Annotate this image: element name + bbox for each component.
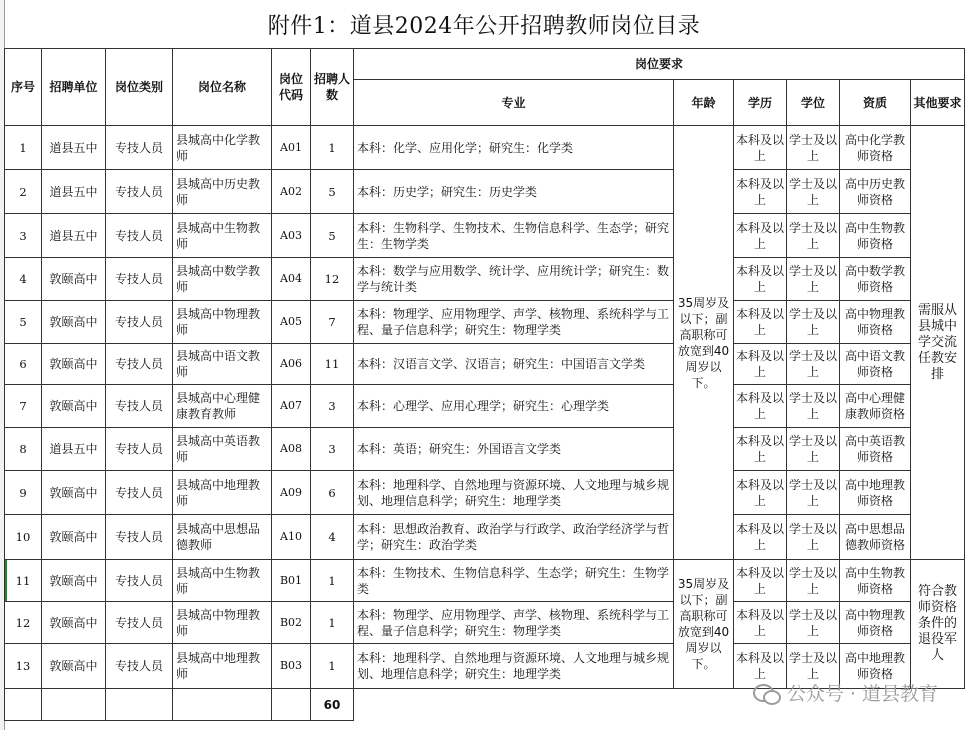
cell-qualification[interactable]: 高中语文教师资格 (840, 344, 911, 385)
cell-degree[interactable]: 学士及以上 (787, 258, 840, 301)
cell-category[interactable]: 专技人员 (106, 170, 173, 214)
cell-unit[interactable]: 敦颐高中 (42, 471, 106, 515)
cell-index[interactable]: 2 (5, 170, 42, 214)
cell-education[interactable]: 本科及以上 (734, 301, 787, 344)
cell-position[interactable]: 县城高中物理教师 (173, 602, 272, 644)
cell-code[interactable]: A01 (272, 126, 311, 170)
cell-qualification[interactable]: 高中数学教师资格 (840, 258, 911, 301)
cell-qualification[interactable]: 高中化学教师资格 (840, 126, 911, 170)
cell-code[interactable]: A09 (272, 471, 311, 515)
cell-unit[interactable]: 道县五中 (42, 126, 106, 170)
header-qualification: 资质 (840, 80, 911, 126)
cell-qualification[interactable]: 高中地理教师资格 (840, 644, 911, 689)
cell-qualification[interactable]: 高中生物教师资格 (840, 560, 911, 602)
empty-cell[interactable] (173, 689, 272, 721)
cell-education[interactable]: 本科及以上 (734, 602, 787, 644)
cell-education[interactable]: 本科及以上 (734, 126, 787, 170)
cell-position[interactable]: 县城高中化学教师 (173, 126, 272, 170)
cell-major[interactable]: 本科：生物技术、生物信息科学、生态学；研究生：生物学类 (354, 560, 674, 602)
cell-index[interactable]: 11 (5, 560, 42, 602)
cell-index[interactable]: 7 (5, 385, 42, 428)
header-count: 招聘人数 (311, 49, 354, 126)
cell-unit[interactable]: 敦颐高中 (42, 301, 106, 344)
cell-count[interactable]: 1 (311, 644, 354, 689)
cell-position[interactable]: 县城高中思想品德教师 (173, 515, 272, 560)
cell-code[interactable]: B01 (272, 560, 311, 602)
cell-unit[interactable]: 道县五中 (42, 428, 106, 471)
cell-major[interactable]: 本科：地理科学、自然地理与资源环境、人文地理与城乡规划、地理信息科学；研究生：地理学类 (354, 644, 674, 689)
empty-cell[interactable] (5, 689, 42, 721)
cell-degree[interactable]: 学士及以上 (787, 126, 840, 170)
cell-degree[interactable]: 学士及以上 (787, 170, 840, 214)
cell-total-count[interactable]: 60 (311, 689, 354, 721)
cell-age-group-a[interactable]: 35周岁及以下；副高职称可放宽到40周岁以下。 (674, 126, 734, 560)
cell-position[interactable]: 县城高中地理教师 (173, 644, 272, 689)
cell-count[interactable]: 1 (311, 602, 354, 644)
cell-position[interactable]: 县城高中英语教师 (173, 428, 272, 471)
cell-position[interactable]: 县城高中地理教师 (173, 471, 272, 515)
cell-code[interactable]: A03 (272, 214, 311, 258)
cell-education[interactable]: 本科及以上 (734, 214, 787, 258)
empty-cell[interactable] (42, 689, 106, 721)
cell-category[interactable]: 专技人员 (106, 126, 173, 170)
cell-degree[interactable]: 学士及以上 (787, 344, 840, 385)
cell-index[interactable]: 3 (5, 214, 42, 258)
cell-qualification[interactable]: 高中地理教师资格 (840, 471, 911, 515)
wechat-icon (753, 682, 779, 704)
cell-count[interactable]: 6 (311, 471, 354, 515)
header-requirements: 岗位要求 (354, 49, 965, 80)
cell-category[interactable]: 专技人员 (106, 385, 173, 428)
cell-major[interactable]: 本科：化学、应用化学；研究生：化学类 (354, 126, 674, 170)
cell-count[interactable]: 3 (311, 385, 354, 428)
cell-unit[interactable]: 敦颐高中 (42, 602, 106, 644)
cell-major[interactable]: 本科：历史学；研究生：历史学类 (354, 170, 674, 214)
cell-qualification[interactable]: 高中历史教师资格 (840, 170, 911, 214)
page-title: 附件1：道县2024年公开招聘教师岗位目录 (4, 0, 964, 49)
cell-education[interactable]: 本科及以上 (734, 515, 787, 560)
cell-category[interactable]: 专技人员 (106, 301, 173, 344)
cell-unit[interactable]: 敦颐高中 (42, 258, 106, 301)
header-degree: 学位 (787, 80, 840, 126)
cell-category[interactable]: 专技人员 (106, 471, 173, 515)
cell-unit[interactable]: 敦颐高中 (42, 560, 106, 602)
cell-education[interactable]: 本科及以上 (734, 385, 787, 428)
cell-code[interactable]: A04 (272, 258, 311, 301)
cell-education[interactable]: 本科及以上 (734, 471, 787, 515)
cell-index[interactable]: 5 (5, 301, 42, 344)
cell-degree[interactable]: 学士及以上 (787, 214, 840, 258)
cell-index[interactable]: 8 (5, 428, 42, 471)
watermark-text: 公众号 · 道县教育 (786, 683, 938, 705)
cell-index[interactable]: 6 (5, 344, 42, 385)
cell-qualification[interactable]: 高中英语教师资格 (840, 428, 911, 471)
position-table (4, 48, 965, 721)
cell-unit[interactable]: 道县五中 (42, 170, 106, 214)
cell-degree[interactable]: 学士及以上 (787, 602, 840, 644)
cell-qualification[interactable]: 高中心理健康教师资格 (840, 385, 911, 428)
cell-education[interactable]: 本科及以上 (734, 560, 787, 602)
cell-other-group-a[interactable]: 需服从县城中学交流任教安排 (911, 126, 965, 560)
cell-position[interactable]: 县城高中物理教师 (173, 301, 272, 344)
cell-index[interactable]: 4 (5, 258, 42, 301)
table-body (5, 126, 965, 721)
cell-position[interactable]: 县城高中数学教师 (173, 258, 272, 301)
cell-code[interactable]: A02 (272, 170, 311, 214)
cell-degree[interactable]: 学士及以上 (787, 560, 840, 602)
cell-count[interactable]: 1 (311, 126, 354, 170)
cell-code[interactable]: B02 (272, 602, 311, 644)
cell-degree[interactable]: 学士及以上 (787, 471, 840, 515)
table-row (5, 170, 965, 214)
cell-category[interactable]: 专技人员 (106, 258, 173, 301)
cell-position[interactable]: 县城高中生物教师 (173, 560, 272, 602)
table-row (5, 301, 965, 344)
cell-qualification[interactable]: 高中思想品德教师资格 (840, 515, 911, 560)
cell-count[interactable]: 12 (311, 258, 354, 301)
cell-index[interactable]: 9 (5, 471, 42, 515)
empty-cell[interactable] (106, 689, 173, 721)
cell-position[interactable]: 县城高中语文教师 (173, 344, 272, 385)
table-row (5, 214, 965, 258)
cell-major[interactable]: 本科：物理学、应用物理学、声学、核物理、系统科学与工程、量子信息科学；研究生：物理学类 (354, 602, 674, 644)
header-code: 岗位代码 (272, 49, 311, 126)
table-row (5, 471, 965, 515)
cell-education[interactable]: 本科及以上 (734, 258, 787, 301)
table-row (5, 602, 965, 644)
table-row (5, 385, 965, 428)
empty-cell[interactable] (674, 689, 734, 721)
cell-category[interactable]: 专技人员 (106, 560, 173, 602)
empty-cell[interactable] (272, 689, 311, 721)
cell-major[interactable]: 本科：心理学、应用心理学；研究生：心理学类 (354, 385, 674, 428)
cell-education[interactable]: 本科及以上 (734, 644, 787, 689)
watermark (753, 679, 938, 706)
cell-degree[interactable]: 学士及以上 (787, 428, 840, 471)
cell-category[interactable]: 专技人员 (106, 428, 173, 471)
header-position: 岗位名称 (173, 49, 272, 126)
cell-qualification[interactable]: 高中物理教师资格 (840, 301, 911, 344)
table-row (5, 515, 965, 560)
cell-count[interactable]: 1 (311, 560, 354, 602)
cell-category[interactable]: 专技人员 (106, 214, 173, 258)
cell-category[interactable]: 专技人员 (106, 344, 173, 385)
cell-count[interactable]: 5 (311, 214, 354, 258)
cell-age-group-b[interactable]: 35周岁及以下；副高职称可放宽到40周岁以下。 (674, 560, 734, 689)
cell-code[interactable]: B03 (272, 644, 311, 689)
cell-major[interactable]: 本科：思想政治教育、政治学与行政学、政治学经济学与哲学；研究生：政治学类 (354, 515, 674, 560)
cell-position[interactable]: 县城高中心理健康教育教师 (173, 385, 272, 428)
cell-degree[interactable]: 学士及以上 (787, 644, 840, 689)
cell-degree[interactable]: 学士及以上 (787, 301, 840, 344)
cell-unit[interactable]: 敦颐高中 (42, 344, 106, 385)
cell-qualification[interactable]: 高中物理教师资格 (840, 602, 911, 644)
cell-count[interactable]: 11 (311, 344, 354, 385)
cell-count[interactable]: 4 (311, 515, 354, 560)
header-other: 其他要求 (911, 80, 965, 126)
cell-code[interactable]: A08 (272, 428, 311, 471)
cell-qualification[interactable]: 高中生物教师资格 (840, 214, 911, 258)
cell-code[interactable]: A07 (272, 385, 311, 428)
table-row (5, 428, 965, 471)
cell-position[interactable]: 县城高中历史教师 (173, 170, 272, 214)
cell-position[interactable]: 县城高中生物教师 (173, 214, 272, 258)
cell-education[interactable]: 本科及以上 (734, 428, 787, 471)
cell-education[interactable]: 本科及以上 (734, 344, 787, 385)
header-index: 序号 (5, 49, 42, 126)
cell-major[interactable]: 本科：地理科学、自然地理与资源环境、人文地理与城乡规划、地理信息科学；研究生：地理学类 (354, 471, 674, 515)
cell-count[interactable]: 5 (311, 170, 354, 214)
cell-major[interactable]: 本科：数学与应用数学、统计学、应用统计学；研究生：数学与统计类 (354, 258, 674, 301)
cell-major[interactable]: 本科：生物科学、生物技术、生物信息科学、生态学；研究生：生物学类 (354, 214, 674, 258)
header-education: 学历 (734, 80, 787, 126)
cell-code[interactable]: A06 (272, 344, 311, 385)
cell-major[interactable]: 本科：物理学、应用物理学、声学、核物理、系统科学与工程、量子信息科学；研究生：物理学类 (354, 301, 674, 344)
cell-code[interactable]: A10 (272, 515, 311, 560)
cell-unit[interactable]: 道县五中 (42, 214, 106, 258)
cell-degree[interactable]: 学士及以上 (787, 515, 840, 560)
cell-education[interactable]: 本科及以上 (734, 170, 787, 214)
cell-index[interactable]: 10 (5, 515, 42, 560)
cell-index[interactable]: 12 (5, 602, 42, 644)
cell-major[interactable]: 本科：汉语言文学、汉语言；研究生：中国语言文学类 (354, 344, 674, 385)
cell-category[interactable]: 专技人员 (106, 515, 173, 560)
cell-index[interactable]: 1 (5, 126, 42, 170)
cell-count[interactable]: 7 (311, 301, 354, 344)
empty-cell[interactable] (354, 689, 674, 721)
cell-major[interactable]: 本科：英语；研究生：外国语言文学类 (354, 428, 674, 471)
table-row (5, 258, 965, 301)
cell-unit[interactable]: 敦颐高中 (42, 515, 106, 560)
cell-unit[interactable]: 敦颐高中 (42, 644, 106, 689)
header-category: 岗位类别 (106, 49, 173, 126)
header-unit: 招聘单位 (42, 49, 106, 126)
cell-index[interactable]: 13 (5, 644, 42, 689)
cell-other-group-b[interactable]: 符合教师资格条件的退役军人 (911, 560, 965, 689)
cell-category[interactable]: 专技人员 (106, 602, 173, 644)
cell-count[interactable]: 3 (311, 428, 354, 471)
header-age: 年龄 (674, 80, 734, 126)
table-row (5, 126, 965, 170)
header-major: 专业 (354, 80, 674, 126)
cell-degree[interactable]: 学士及以上 (787, 385, 840, 428)
cell-code[interactable]: A05 (272, 301, 311, 344)
table-row (5, 560, 965, 602)
cell-unit[interactable]: 敦颐高中 (42, 385, 106, 428)
cell-category[interactable]: 专技人员 (106, 644, 173, 689)
table-row (5, 344, 965, 385)
